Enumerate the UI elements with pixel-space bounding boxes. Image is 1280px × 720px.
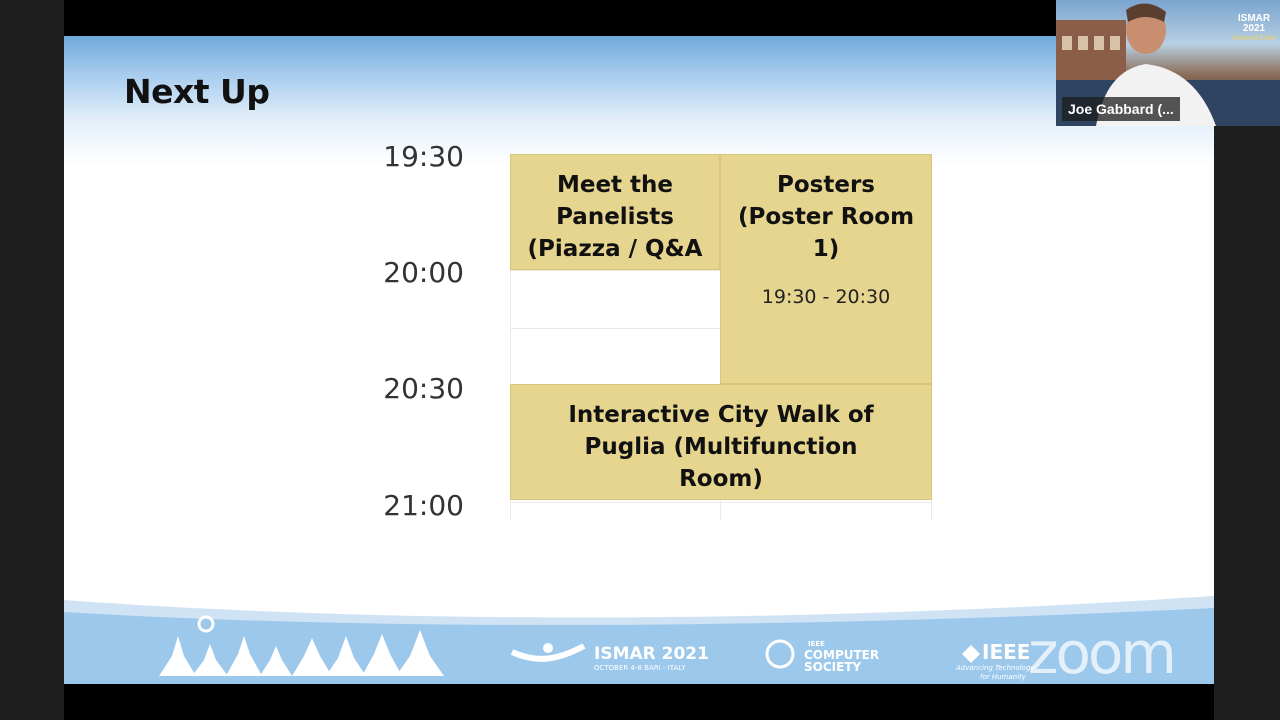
- event-title-line: 1): [812, 236, 840, 262]
- shared-slide: [64, 36, 1214, 684]
- event-title-line: (Poster Room: [737, 204, 915, 230]
- pip-logo-line2: General Chair: [1232, 35, 1276, 42]
- time-label-2030: 20:30: [383, 372, 464, 405]
- event-title-line: Meet the: [556, 172, 674, 198]
- ieee-cs-small: IEEE: [808, 640, 825, 648]
- zoom-watermark: zoom: [1028, 619, 1174, 687]
- ismar-logo-text: ISMAR 2021: [594, 644, 709, 664]
- event-title-line: (Piazza / Q&A: [527, 236, 703, 262]
- slide-title: Next Up: [124, 72, 270, 111]
- ieee-tagline-1: Advancing Technology: [956, 664, 1035, 672]
- event-time-range: 19:30 - 20:30: [761, 286, 891, 308]
- event-title-line: Room): [679, 466, 763, 492]
- event-meet-panelists[interactable]: [510, 154, 720, 270]
- event-title-line: Interactive City Walk of: [568, 402, 874, 428]
- participant-name-label: Joe Gabbard (...: [1062, 97, 1180, 121]
- right-letterbox: [1214, 126, 1280, 720]
- ieee-cs-line1: COMPUTER: [804, 648, 880, 662]
- left-letterbox: [0, 0, 64, 720]
- time-label-2100: 21:00: [383, 489, 464, 522]
- event-title-line: Posters: [777, 172, 875, 198]
- grid-line: [510, 502, 932, 503]
- pip-logo-line1: ISMAR 2021: [1237, 13, 1271, 34]
- event-city-walk[interactable]: [510, 384, 932, 500]
- pip-ismar-logo: [1228, 14, 1280, 44]
- time-label-1930: 19:30: [383, 140, 464, 173]
- ieee-logo-text: IEEE: [982, 640, 1031, 664]
- ieee-tagline-2: for Humanity: [980, 673, 1026, 681]
- ieee-cs-line2: SOCIETY: [804, 660, 862, 674]
- ismar-logo-subtext: OCTOBER 4-8 BARI - ITALY: [594, 664, 686, 672]
- time-label-2000: 20:00: [383, 256, 464, 289]
- event-title-line: Puglia (Multifunction: [584, 434, 858, 460]
- event-posters[interactable]: [720, 154, 932, 384]
- schedule-grid: [510, 154, 933, 520]
- event-title-line: Panelists: [556, 204, 674, 230]
